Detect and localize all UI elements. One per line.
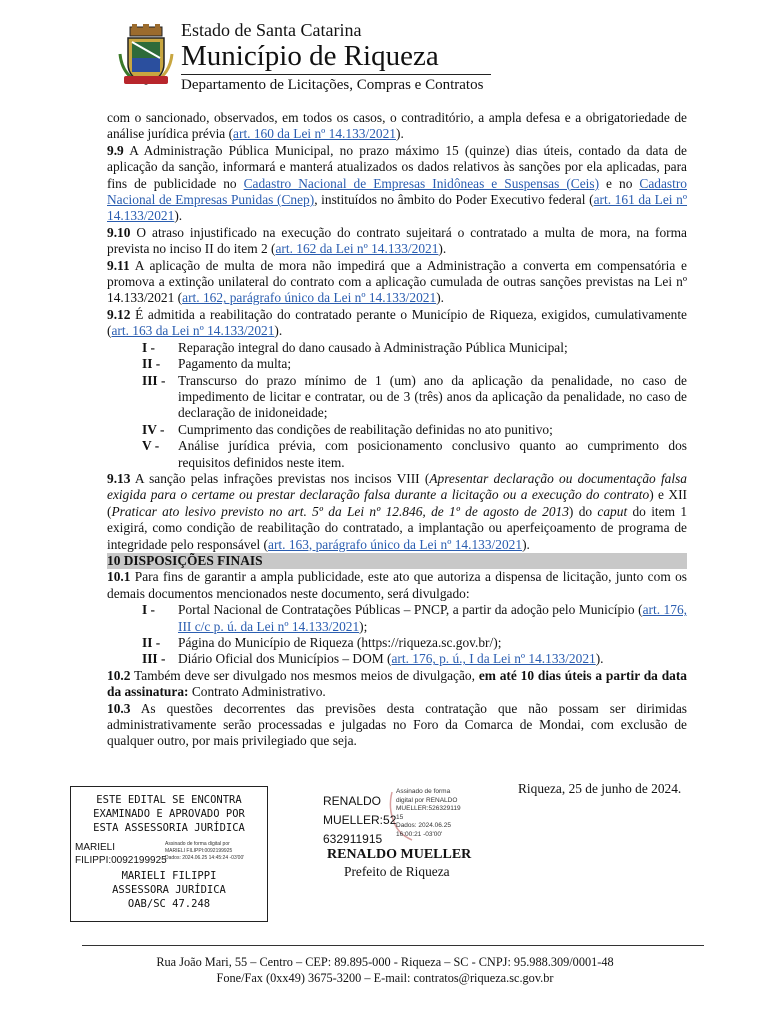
list-item: I - Portal Nacional de Contratações Públicas – PNCP, a partir da adoção pelo Município (art. 176, III c/c p. ú. da Lei nº 14.133/2021); [142, 602, 687, 634]
list-item: I - Reparação integral do dano causado à Administração Pública Municipal; [142, 339, 568, 355]
footer-address: Rua João Mari, 55 – Centro – CEP: 89.895-000 - Riqueza – SC - CNPJ: 95.988.309/0001-48 [156, 955, 614, 969]
list-item: II - Página do Município de Riqueza (https://riqueza.sc.gov.br/); [142, 635, 502, 650]
law-link[interactable]: art. 163, parágrafo único da Lei nº 14.133/2021 [268, 536, 523, 552]
legal-approval-stamp: ESTE EDITAL SE ENCONTRA EXAMINADO E APROVADO POR ESTA ASSESSORIA JURÍDICA MARIELI FILIPPI:0092199925 Assinado de forma digital por MARIELI FILIPPI:0092199925 Dados: 2024.06.25 14:45:24 -03'00' MARIELI FILIPPI ASSESSORA JURÍDICA OAB/SC 47.248 [70, 786, 268, 922]
law-link[interactable]: art. 176, III c/c p. ú. da Lei nº 14.133/2021 [178, 602, 687, 634]
mayor-name: RENALDO MUELLER [327, 847, 472, 862]
paragraph-9-12: 9.12 É admitida a reabilitação do contratado perante o Município de Riqueza, exigidos, cumulativamente (art. 163 da Lei nº 14.133/2021). [107, 306, 687, 339]
list-item: IV - Cumprimento das condições de reabilitação definidas no ato punitivo; [142, 421, 553, 437]
digital-signature-marieli[interactable]: MARIELI FILIPPI:0092199925 Assinado de forma digital por MARIELI FILIPPI:0092199925 Dados: 2024.06.25 14:45:24 -03'00' [75, 841, 245, 866]
header-divider [181, 74, 491, 75]
header-municipality: Município de Riqueza [181, 40, 439, 72]
paragraph-9-11: 9.11 A aplicação de multa de mora não impedirá que a Administração a converta em compensatória e promova a extinção unilateral do contrato com a aplicação cumulada de outras sanções previstas na Lei nº 14.133/2021 (art. 162, parágrafo único da Lei nº 14.133/2021). [107, 257, 687, 306]
paragraph-9-9: 9.9 A Administração Pública Municipal, no prazo máximo 15 (quinze) dias úteis, contado da data de aplicação da sanção, informará e manterá atualizados os dados relativos às sanções por ela aplicadas, para fins de publicidade no Cadastro Nacional de Empresas Inidôneas e Suspensas (Ceis) e no Cadastro Nacional de Empresas Punidas (Cnep), instituídos no âmbito do Poder Executivo federal (art. 161 da Lei nº 14.133/2021). [107, 142, 688, 224]
list-item: III - Transcurso do prazo mínimo de 1 (um) ano da aplicação da penalidade, no caso de impedimento de licitar e contratar, ou de 3 (três) anos da aplicação da penalidade, no caso de declaração de inidoneidade; [142, 372, 687, 421]
paragraph-9-13: 9.13 A sanção pelas infrações previstas nos incisos VIII (Apresentar declaração ou documentação falsa exigida para o certame ou prestar declaração falsa durante a licitação ou a execução do contrato) e XII (Praticar ato lesivo previsto no art. 5º da Lei nº 12.846, de 1º de agosto de 2013) do caput do item 1 exigirá, como condição de reabilitação do contratado, a implantação ou aperfeiçoamento de programa de integridade pelo responsável (art. 163, parágrafo único da Lei nº 14.133/2021). [107, 470, 688, 552]
footer-divider [82, 945, 704, 946]
section-heading: 10 DISPOSIÇÕES FINAIS [107, 553, 687, 569]
law-link[interactable]: art. 162, parágrafo único da Lei nº 14.133/2021 [182, 290, 437, 306]
document-body [107, 110, 687, 750]
list-item: II - Pagamento da multa; [142, 356, 292, 372]
list-item: V - Análise jurídica prévia, com posicionamento conclusivo quanto ao cumprimento dos requisitos definidos neste item. [142, 438, 687, 470]
paragraph-10-2: 10.2 Também deve ser divulgado nos mesmos meios de divulgação, em até 10 dias úteis a partir da data da assinatura: Contrato Administrativo. [107, 667, 687, 700]
requirements-list [107, 340, 687, 471]
digital-signature-renaldo[interactable]: RENALDO MUELLER:52 632911915 Assinado de forma digital por RENALDO MUELLER:526329119 15 Dados: 2024.06.25 16:00:21 -03'00' [323, 788, 461, 846]
law-link[interactable]: art. 176, p. ú., I da Lei nº 14.133/2021 [391, 651, 596, 667]
ceis-link[interactable]: Cadastro Nacional de Empresas Inidôneas e Suspensas (Ceis) [243, 175, 600, 191]
cnep-link[interactable]: Cadastro Nacional de Empresas Punidas (Cnep) [107, 175, 687, 208]
mayor-title: Prefeito de Riqueza [344, 864, 450, 879]
paragraph-9-8-cont: com o sancionado, observados, em todos os casos, o contraditório, a ampla defesa e a obrigatoriedade de análise jurídica prévia (art. 160 da Lei nº 14.133/2021). [107, 110, 687, 142]
date-place: Riqueza, 25 de junho de 2024. [518, 781, 682, 796]
law-link[interactable]: art. 161 da Lei nº 14.133/2021 [107, 192, 688, 224]
municipal-crest-logo [118, 24, 174, 86]
law-link[interactable]: art. 163 da Lei nº 14.133/2021 [111, 323, 275, 339]
paragraph-10-3: 10.3 As questões decorrentes das previsões desta contratação que não possam ser dirimidas administrativamente serão processadas e julgadas no Foro da Comarca de Mondai, com exclusão de qualquer outro, por mais privilegiado que seja. [107, 700, 687, 749]
law-link[interactable]: art. 162 da Lei nº 14.133/2021 [275, 241, 439, 257]
list-item: III - Diário Oficial dos Municípios – DOM (art. 176, p. ú., I da Lei nº 14.133/2021). [142, 651, 604, 667]
paragraph-9-10: 9.10 O atraso injustificado na execução do contrato sujeitará o contratado a multa de mora, na forma prevista no inciso II do item 2 (art. 162 da Lei nº 14.133/2021). [107, 224, 687, 257]
header-state: Estado de Santa Catarina [181, 20, 362, 40]
publication-list [107, 602, 687, 668]
footer-contact: Fone/Fax (0xx49) 3675-3200 – E-mail: contratos@riqueza.sc.gov.br [216, 971, 554, 985]
law-link[interactable]: art. 160 da Lei nº 14.133/2021 [233, 126, 396, 142]
paragraph-10-1: 10.1 Para fins de garantir a ampla publicidade, este ato que autoriza a dispensa de licitação, junto com os demais documentos mencionados neste documento, será divulgado: [107, 569, 687, 601]
header-department: Departamento de Licitações, Compras e Contratos [181, 77, 484, 93]
